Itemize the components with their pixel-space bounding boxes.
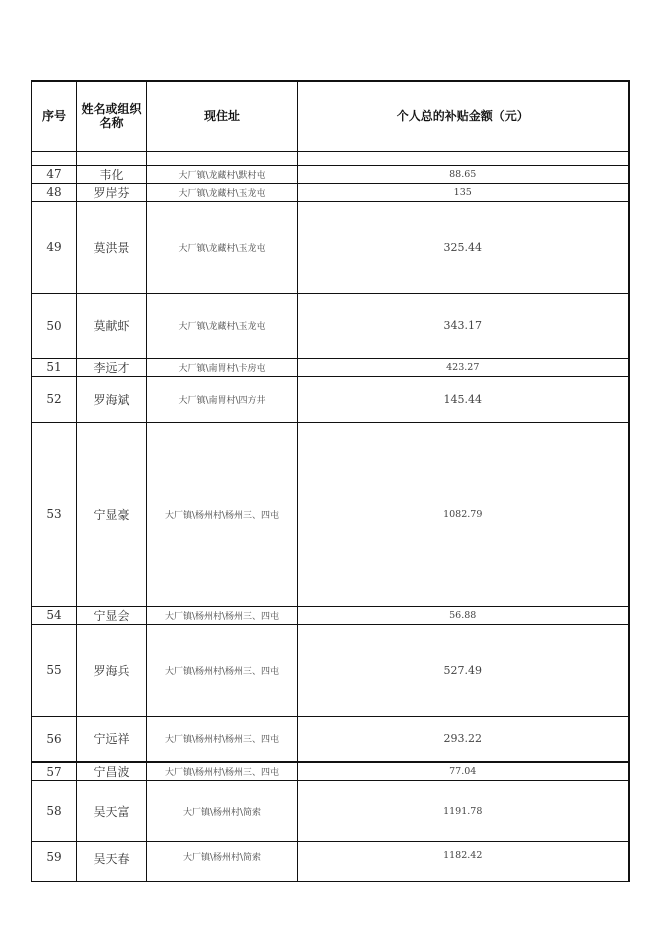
cell-name[interactable]: 李远才 xyxy=(77,358,147,376)
table-row xyxy=(32,201,629,293)
cell-name[interactable]: 吴天富 xyxy=(77,781,147,842)
cell-address[interactable]: 大厂镇\龙藏村\玉龙屯 xyxy=(147,293,298,358)
cell-amount[interactable]: 1191.78 xyxy=(298,781,629,842)
cell-address[interactable]: 大厂镇\杨州村\杨州三、四屯 xyxy=(147,624,298,716)
cell-seq[interactable]: 57 xyxy=(32,762,77,781)
header-address: 现住址 xyxy=(147,81,298,151)
table-row xyxy=(32,165,629,183)
cell-name[interactable]: 宁显豪 xyxy=(77,422,147,606)
cell-name[interactable]: 罗海斌 xyxy=(77,376,147,422)
cell-address[interactable]: 大厂镇\龙藏村\玉龙屯 xyxy=(147,201,298,293)
cell-amount[interactable]: 1182.42 xyxy=(298,842,629,882)
cell-seq[interactable]: 47 xyxy=(32,165,77,183)
cell-seq[interactable]: 56 xyxy=(32,716,77,762)
cell-seq[interactable] xyxy=(32,151,77,165)
cell-address[interactable]: 大厂镇\杨州村\简索 xyxy=(147,842,298,882)
cell-amount[interactable]: 325.44 xyxy=(298,201,629,293)
cell-seq[interactable]: 58 xyxy=(32,781,77,842)
cell-seq[interactable]: 53 xyxy=(32,422,77,606)
cell-amount[interactable]: 343.17 xyxy=(298,293,629,358)
cell-amount[interactable]: 88.65 xyxy=(298,165,629,183)
table-row xyxy=(32,716,629,762)
table-row xyxy=(32,781,629,842)
cell-amount[interactable]: 135 xyxy=(298,183,629,201)
cell-amount[interactable]: 423.27 xyxy=(298,358,629,376)
cell-seq[interactable]: 50 xyxy=(32,293,77,358)
cell-seq[interactable]: 55 xyxy=(32,624,77,716)
cell-seq[interactable]: 49 xyxy=(32,201,77,293)
cell-seq[interactable]: 59 xyxy=(32,842,77,882)
cell-amount[interactable]: 145.44 xyxy=(298,376,629,422)
cell-name[interactable]: 吴天春 xyxy=(77,842,147,882)
cell-seq[interactable]: 54 xyxy=(32,606,77,624)
table-row xyxy=(32,183,629,201)
cell-address[interactable]: 大厂镇\杨州村\简索 xyxy=(147,781,298,842)
cell-name[interactable]: 宁远祥 xyxy=(77,716,147,762)
table-row xyxy=(32,151,629,165)
cell-amount[interactable]: 56.88 xyxy=(298,606,629,624)
cell-name[interactable]: 莫献虾 xyxy=(77,293,147,358)
table-row xyxy=(32,624,629,716)
cell-amount[interactable]: 77.04 xyxy=(298,762,629,781)
cell-name[interactable]: 宁昌波 xyxy=(77,762,147,781)
cell-name[interactable] xyxy=(77,151,147,165)
spreadsheet-page xyxy=(31,80,628,866)
header-name: 姓名或组织名称 xyxy=(77,81,147,151)
cell-address[interactable]: 大厂镇\龙藏村\玉龙屯 xyxy=(147,183,298,201)
cell-name[interactable]: 罗海兵 xyxy=(77,624,147,716)
cell-name[interactable]: 罗岸芬 xyxy=(77,183,147,201)
header-seq: 序号 xyxy=(32,81,77,151)
cell-address[interactable]: 大厂镇\杨州村\杨州三、四屯 xyxy=(147,716,298,762)
cell-amount[interactable]: 293.22 xyxy=(298,716,629,762)
cell-amount[interactable]: 527.49 xyxy=(298,624,629,716)
table-row xyxy=(32,376,629,422)
cell-address[interactable]: 大厂镇\龙藏村\默村屯 xyxy=(147,165,298,183)
cell-address[interactable]: 大厂镇\杨州村\杨州三、四屯 xyxy=(147,606,298,624)
table-row xyxy=(32,606,629,624)
cell-seq[interactable]: 48 xyxy=(32,183,77,201)
table-row xyxy=(32,422,629,606)
cell-seq[interactable]: 51 xyxy=(32,358,77,376)
table-row xyxy=(32,842,629,882)
cell-address[interactable]: 大厂镇\杨州村\杨州三、四屯 xyxy=(147,422,298,606)
cell-name[interactable]: 莫洪景 xyxy=(77,201,147,293)
cell-name[interactable]: 韦化 xyxy=(77,165,147,183)
table-row xyxy=(32,293,629,358)
cell-address[interactable] xyxy=(147,151,298,165)
subsidy-table xyxy=(31,80,630,882)
cell-seq[interactable]: 52 xyxy=(32,376,77,422)
cell-address[interactable]: 大厂镇\南胃村\卡房屯 xyxy=(147,358,298,376)
table-row xyxy=(32,762,629,781)
cell-address[interactable]: 大厂镇\南胃村\四方井 xyxy=(147,376,298,422)
cell-address[interactable]: 大厂镇\杨州村\杨州三、四屯 xyxy=(147,762,298,781)
header-amount: 个人总的补贴金额（元） xyxy=(298,81,629,151)
table-row xyxy=(32,358,629,376)
cell-amount[interactable]: 1082.79 xyxy=(298,422,629,606)
cell-name[interactable]: 宁显会 xyxy=(77,606,147,624)
header-row xyxy=(32,81,629,151)
cell-amount[interactable] xyxy=(298,151,629,165)
